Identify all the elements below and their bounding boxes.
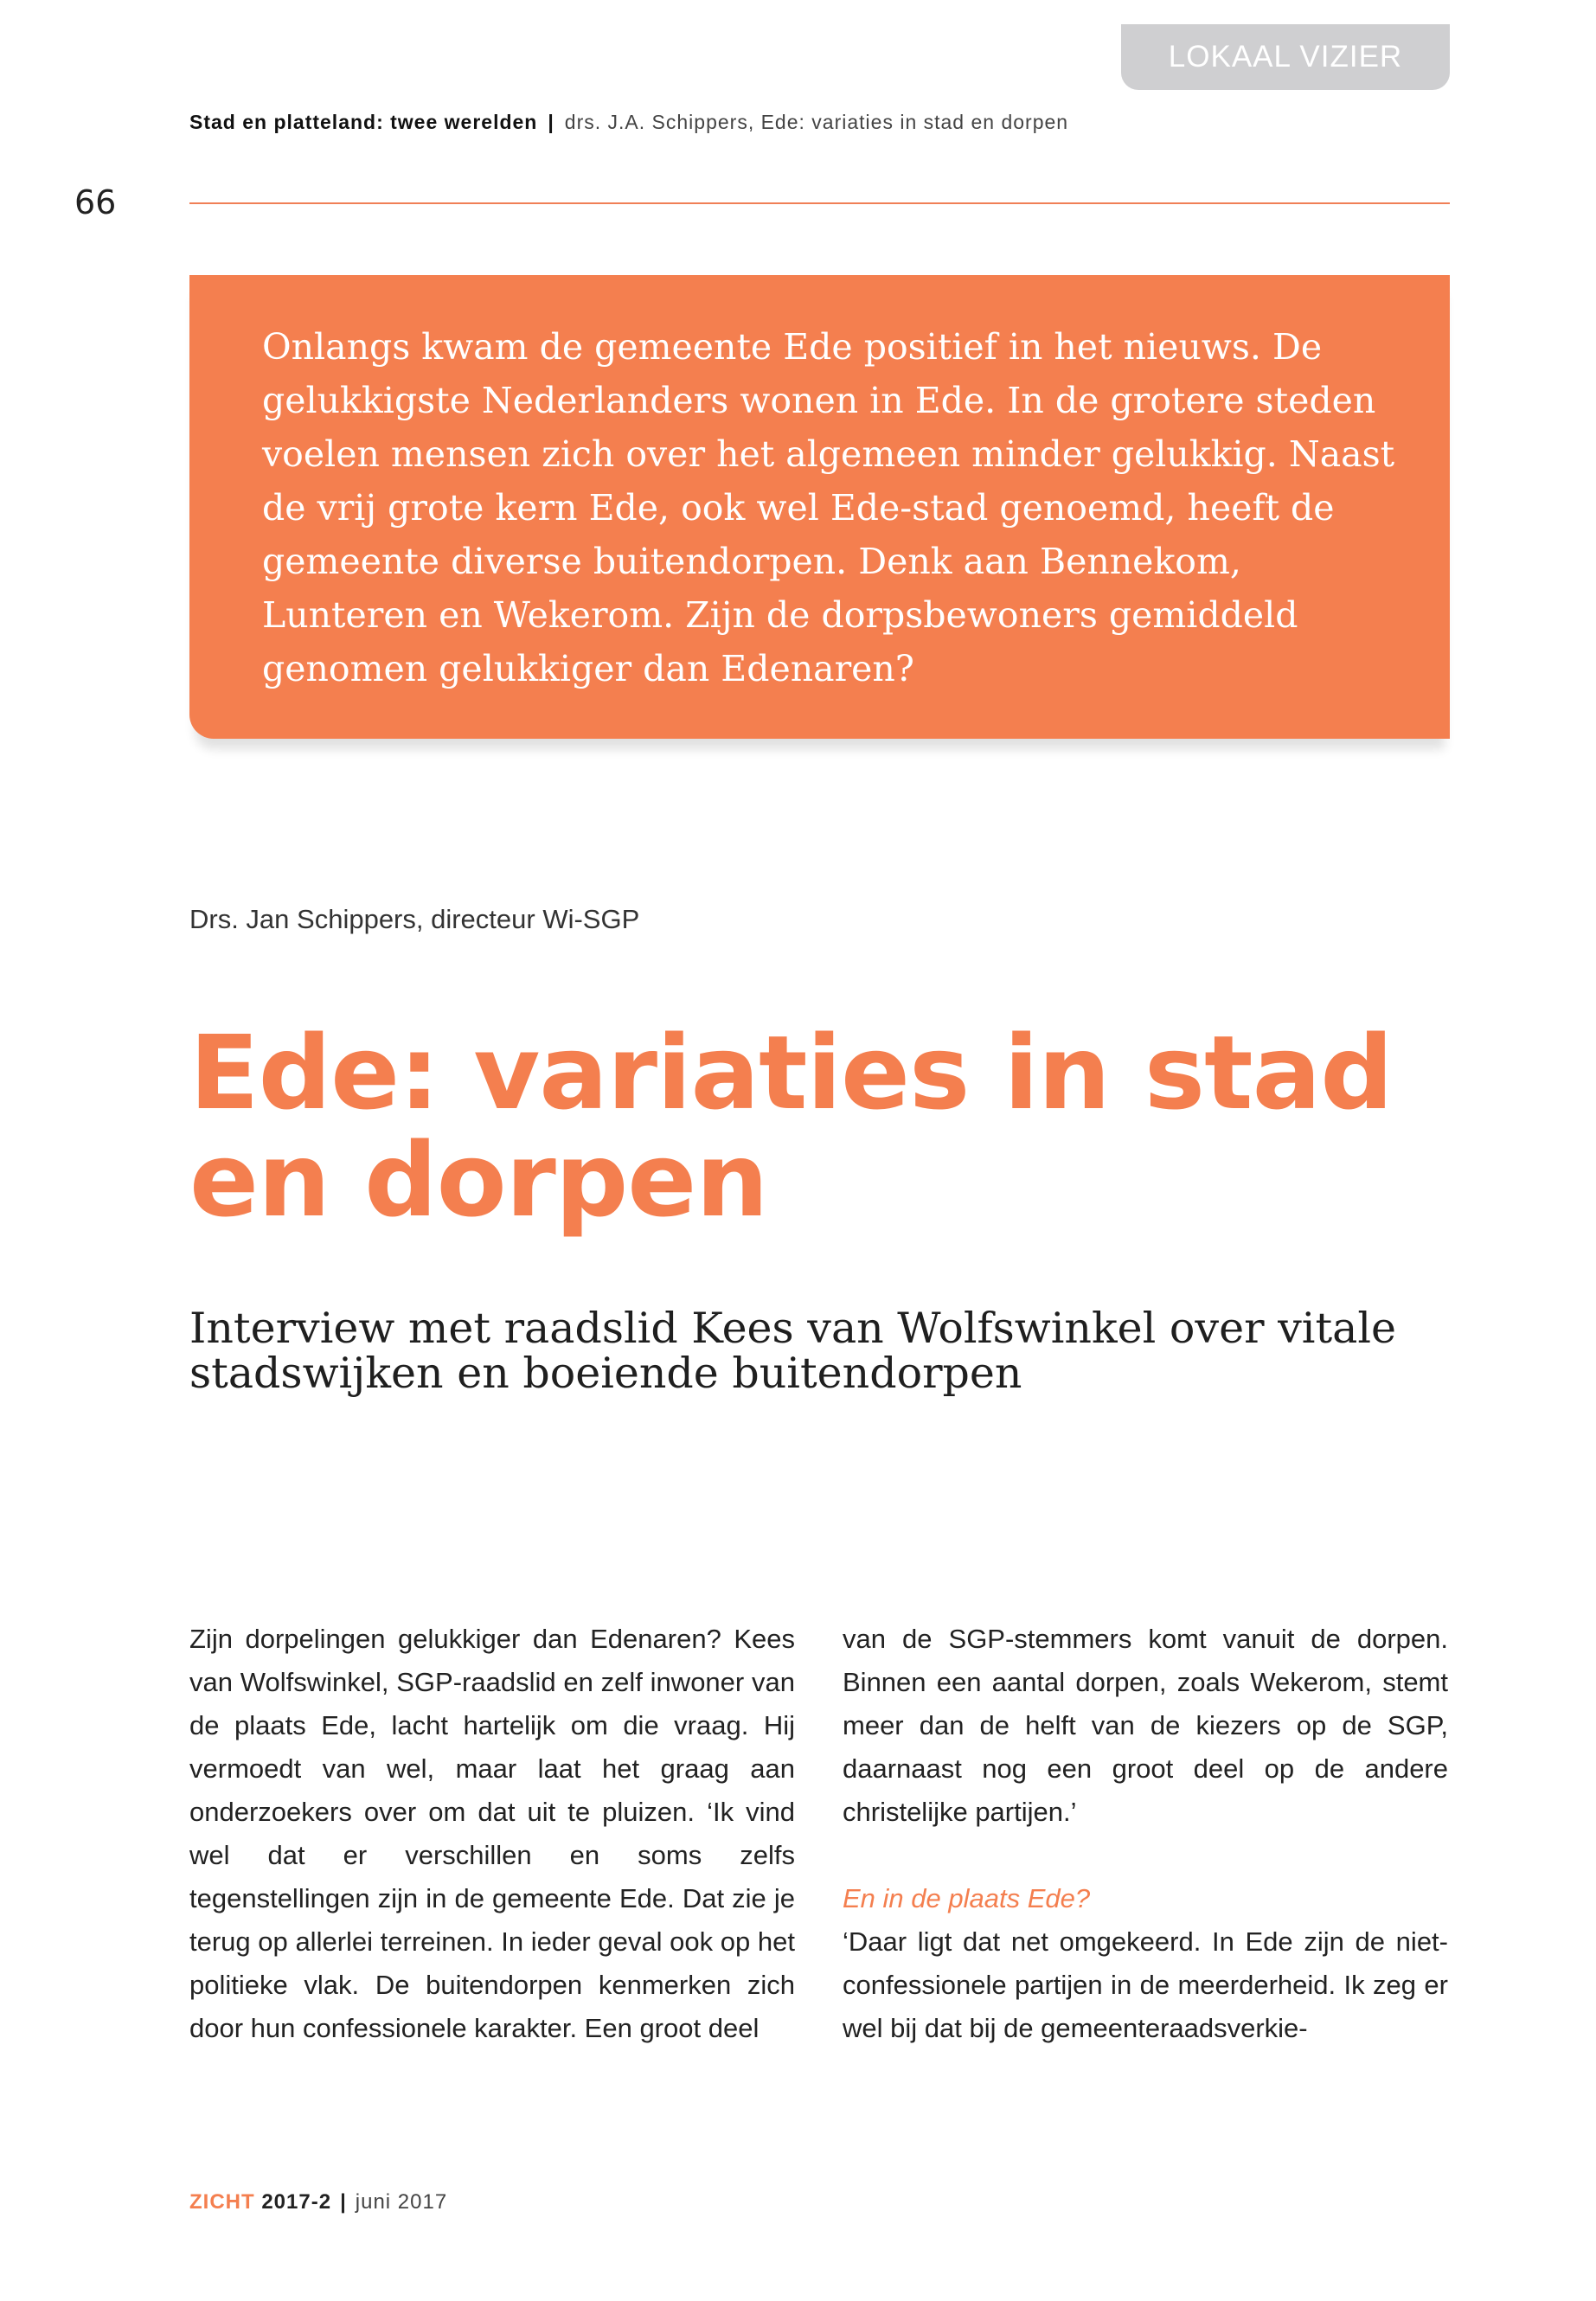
running-head-separator: |: [548, 111, 554, 133]
footer-separator: |: [340, 2190, 347, 2214]
footer-issue: 2017-2: [261, 2190, 332, 2214]
interview-question: En in de plaats Ede?: [843, 1883, 1091, 1913]
page-number: 66: [74, 183, 117, 221]
body-column-right: [843, 1618, 1448, 2050]
body-paragraph: ‘Daar ligt dat net omgekeerd. In Ede zijn de niet-confessionele partijen in de meerderheid. Ik zeg er wel bij dat bij de gemeenteraadsverkie-: [843, 1926, 1448, 2043]
byline: Drs. Jan Schippers, directeur Wi-SGP: [189, 904, 640, 934]
body-column-left: [189, 1618, 795, 2050]
body-paragraph: van de SGP-stemmers komt vanuit de dorpen. Binnen een aantal dorpen, zoals Wekerom, stemt meer dan de helft van de kiezers op de SGP, daarnaast nog een groot deel op de andere christelijke partijen.’: [843, 1624, 1448, 1827]
footer-date: juni 2017: [355, 2190, 448, 2214]
header-rule: [189, 202, 1450, 204]
body-paragraph: Zijn dorpelingen gelukkiger dan Edenaren? Kees van Wolfswinkel, SGP-raadslid en zelf inwoner van de plaats Ede, lacht hartelijk om die vraag. Hij vermoedt van wel, maar laat het graag aan onderzoekers over om dat uit te pluizen. ‘Ik vind wel dat er verschillen en soms zelfs tegenstellingen zijn in de gemeente Ede. Dat zie je terug op allerlei terreinen. In ieder geval ook op het politieke vlak. De buitendorpen kenmerken zich door hun confessionele karakter. Een groot deel: [189, 1624, 795, 2043]
article-headline: Ede: variaties in stad en dorpen: [189, 1013, 1393, 1240]
article-subheadline: Interview met raadslid Kees van Wolfswinkel over vitale stadswijken en boeiende buitendorpen: [189, 1304, 1397, 1398]
section-tab: LOKAAL VIZIER: [1121, 24, 1450, 90]
intro-box: [189, 275, 1450, 739]
running-head-subtitle: drs. J.A. Schippers, Ede: variaties in stad en dorpen: [564, 111, 1069, 133]
footer-brand: ZICHT: [189, 2190, 255, 2214]
footer: [189, 2190, 447, 2214]
intro-text: Onlangs kwam de gemeente Ede positief in het nieuws. De gelukkigste Nederlanders wonen in Ede. In de grotere steden voelen mensen zich over het algemeen minder gelukkig. Naast de vrij grote kern Ede, ook wel Ede-stad genoemd, heeft de gemeente diverse buitendorpen. Denk aan Bennekom, Lunteren en Wekerom. Zijn de dorpsbewoners gemiddeld genomen gelukkiger dan Edenaren?: [262, 326, 1395, 689]
running-head: [189, 111, 1068, 134]
running-head-series: Stad en platteland: twee werelden: [189, 111, 538, 133]
